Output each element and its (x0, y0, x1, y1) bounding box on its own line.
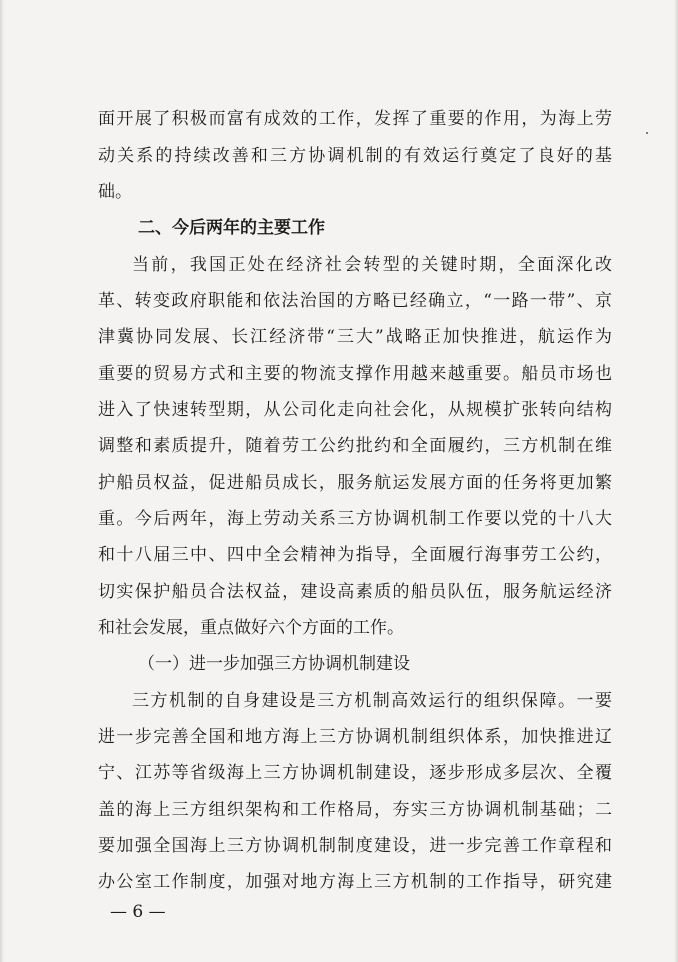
body-line: 护船员权益，促进船员成长，服务航运发展方面的任务将更加繁 (98, 473, 612, 493)
section-heading: 二、今后两年的主要工作 (138, 218, 325, 238)
body-line: 和十八届三中、四中全会精神为指导，全面履行海事劳工公约， (98, 545, 612, 565)
body-line: 重。今后两年，海上劳动关系三方协调机制工作要以党的十八大 (98, 509, 612, 529)
body-line: 津冀协同发展、长江经济带“三大”战略正加快推进，航运作为 (98, 327, 612, 347)
body-line: 动关系的持续改善和三方协调机制的有效运行奠定了良好的基 (98, 146, 612, 166)
body-line: 三方机制的自身建设是三方机制高效运行的组织保障。一要 (132, 691, 612, 711)
body-line: 革、转变政府职能和依法治国的方略已经确立，“一路一带”、京 (98, 291, 612, 311)
body-line: 面开展了积极而富有成效的工作，发挥了重要的作用，为海上劳 (98, 109, 612, 129)
subsection-heading: （一）进一步加强三方协调机制建设 (138, 654, 410, 674)
scan-speck (646, 132, 648, 134)
body-line: 进入了快速转型期，从公司化走向社会化，从规模扩张转向结构 (98, 400, 612, 420)
body-line: 和社会发展，重点做好六个方面的工作。 (98, 618, 404, 638)
body-line: 切实保护船员合法权益，建设高素质的船员队伍，服务航运经济 (98, 582, 612, 602)
body-line: 盖的海上三方组织架构和工作格局，夯实三方协调机制基础；二 (98, 800, 612, 820)
body-line: 础。 (98, 182, 132, 202)
body-line: 调整和素质提升，随着劳工公约批约和全面履约，三方机制在维 (98, 436, 612, 456)
page-number: — 6 — (110, 902, 166, 922)
body-line: 进一步完善全国和地方海上三方协调机制组织体系，加快推进辽 (98, 727, 612, 747)
body-line: 宁、江苏等省级海上三方协调机制建设，逐步形成多层次、全覆 (98, 763, 612, 783)
body-line: 要加强全国海上三方协调机制制度建设，进一步完善工作章程和 (98, 836, 612, 856)
body-line: 重要的贸易方式和主要的物流支撑作用越来越重要。船员市场也 (98, 364, 612, 384)
body-line: 办公室工作制度，加强对地方海上三方机制的工作指导，研究建 (98, 872, 612, 892)
body-line: 当前，我国正处在经济社会转型的关键时期，全面深化改 (132, 255, 612, 275)
